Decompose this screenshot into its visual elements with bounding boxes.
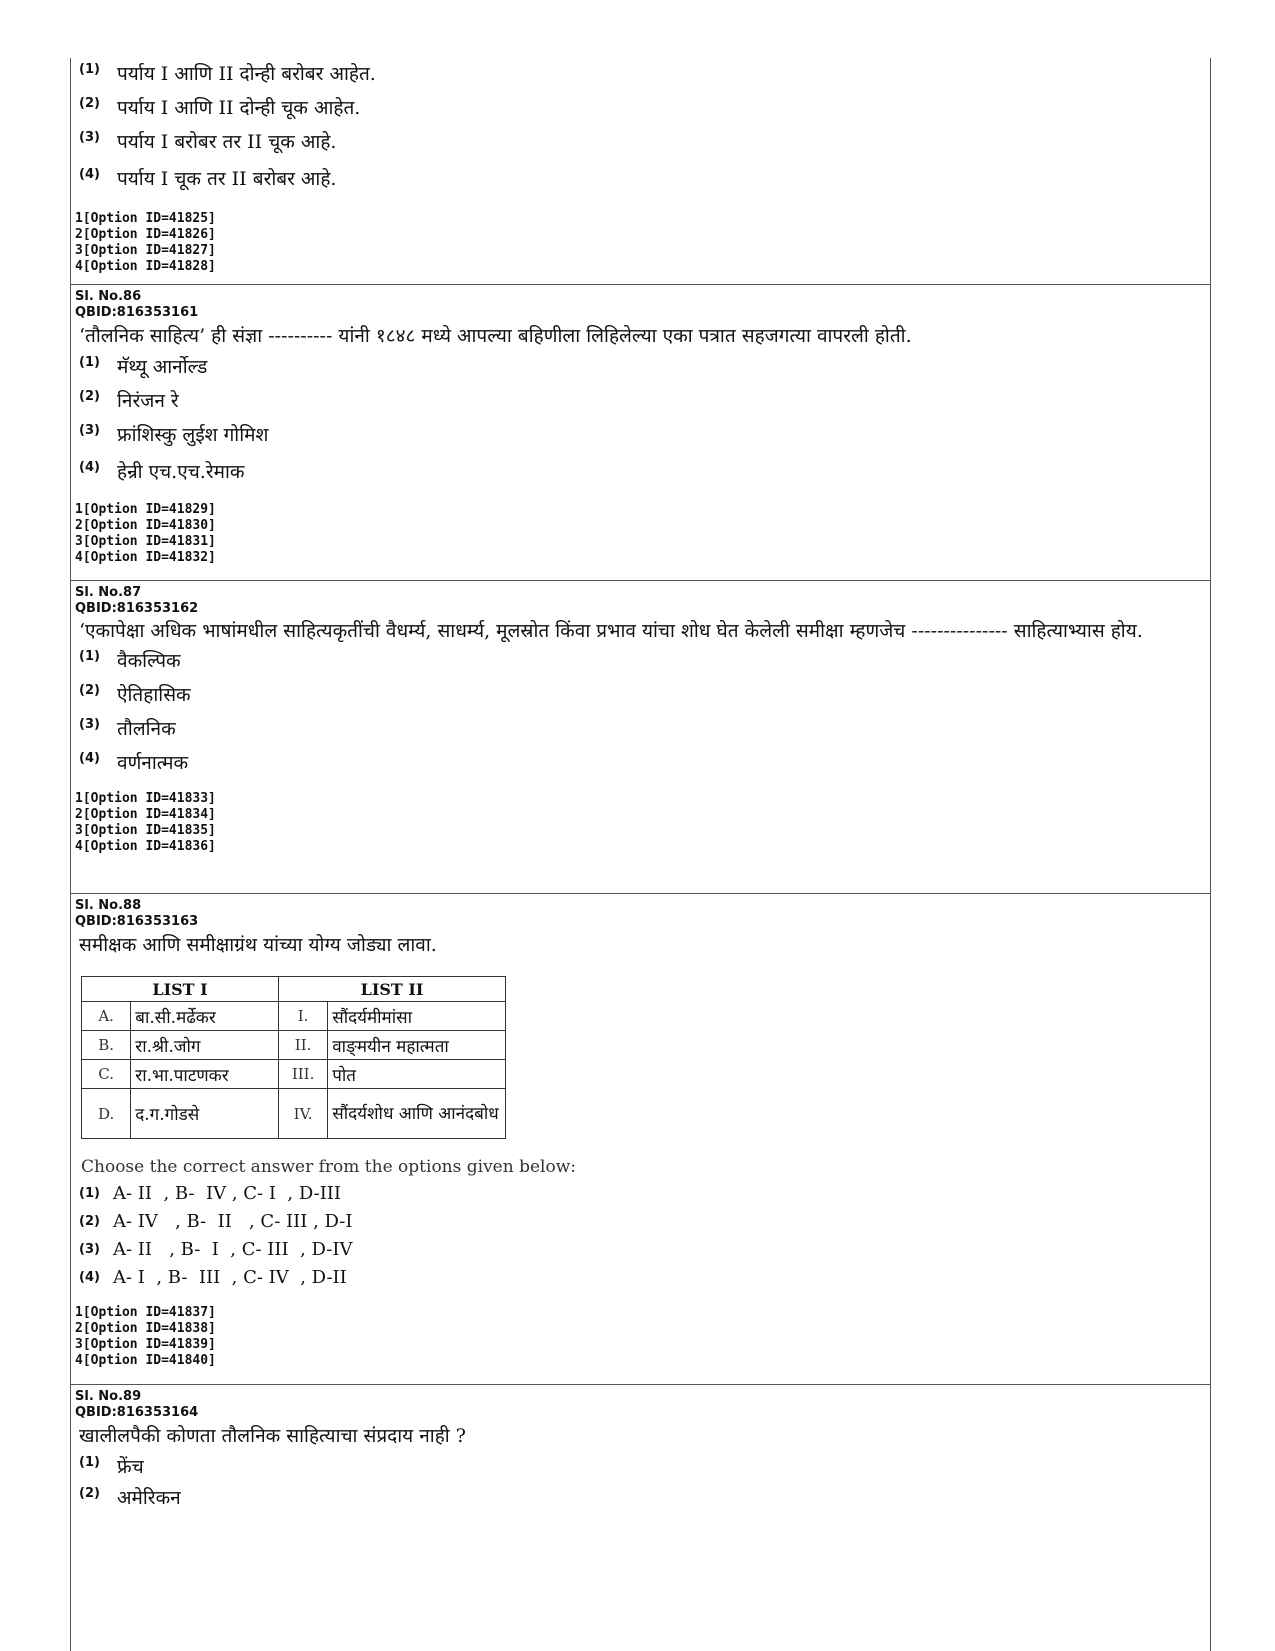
option-text: A- II , B- IV , C- I , D-III (113, 1183, 342, 1204)
option-text: A- IV , B- II , C- III , D-I (113, 1211, 353, 1232)
option-id: 4[Option ID=41840] (75, 1353, 216, 1368)
option-text: पर्याय I आणि II दोन्ही चूक आहेत. (117, 97, 361, 119)
option-number: (4) (79, 751, 100, 766)
option-number: (4) (79, 460, 100, 475)
list-2-key: I. (279, 1002, 328, 1031)
question-89 (71, 1384, 1210, 1516)
instruction-text: Choose the correct answer from the options given below: (81, 1157, 576, 1177)
option-4 (71, 1265, 1210, 1305)
option-id: 2[Option ID=41838] (75, 1321, 216, 1336)
option-2 (71, 385, 1210, 419)
option-number: (4) (79, 167, 100, 182)
option-id: 2[Option ID=41834] (75, 807, 216, 822)
list-2-header: LIST II (279, 977, 506, 1002)
option-1 (71, 351, 1210, 385)
option-2 (71, 92, 1210, 126)
option-number: (1) (79, 649, 100, 664)
table-row (82, 1089, 506, 1139)
option-2 (71, 1482, 1210, 1516)
question-87 (71, 580, 1210, 855)
option-3 (71, 419, 1210, 456)
option-id: 4[Option ID=41828] (75, 259, 216, 274)
list-1-value: रा.भा.पाटणकर (131, 1060, 279, 1089)
list-1-key: B. (82, 1031, 131, 1060)
option-id: 3[Option ID=41835] (75, 823, 216, 838)
list-1-key: D. (82, 1089, 131, 1139)
list-2-key: II. (279, 1031, 328, 1060)
list-2-value: वाङ्‌मयीन महात्मता (328, 1031, 506, 1060)
serial-number: Sl. No.86 (75, 289, 142, 304)
option-4 (71, 747, 1210, 791)
option-number: (3) (79, 130, 100, 145)
option-text: A- II , B- I , C- III , D-IV (113, 1239, 353, 1260)
option-id: 1[Option ID=41833] (75, 791, 216, 806)
list-1-key: A. (82, 1002, 131, 1031)
option-number: (1) (79, 1186, 100, 1201)
option-3 (71, 713, 1210, 747)
option-id: 1[Option ID=41829] (75, 502, 216, 517)
list-2-value: पोत (328, 1060, 506, 1089)
match-table (81, 976, 506, 1139)
option-1 (71, 645, 1210, 679)
question-88 (71, 893, 1210, 1369)
option-number: (2) (79, 683, 100, 698)
serial-number: Sl. No.87 (75, 585, 142, 600)
option-text: मॅथ्यू आर्नोल्ड (117, 356, 208, 378)
option-text: पर्याय I आणि II दोन्ही बरोबर आहेत. (117, 63, 376, 85)
option-number: (1) (79, 1455, 100, 1470)
option-1 (71, 58, 1210, 92)
list-1-value: रा.श्री.जोग (131, 1031, 279, 1060)
option-text: अमेरिकन (117, 1487, 181, 1509)
option-number: (3) (79, 717, 100, 732)
option-text: ऐतिहासिक (117, 684, 191, 706)
list-2-key: IV. (279, 1089, 328, 1139)
option-text: निरंजन रे (117, 390, 179, 412)
option-1 (71, 1181, 1210, 1209)
option-text: तौलनिक (117, 718, 176, 740)
option-id: 2[Option ID=41826] (75, 227, 216, 242)
option-number: (3) (79, 1242, 100, 1257)
option-text: वर्णनात्मक (117, 752, 189, 774)
option-text: पर्याय I चूक तर II बरोबर आहे. (117, 168, 337, 190)
option-2 (71, 1209, 1210, 1237)
option-id: 1[Option ID=41825] (75, 211, 216, 226)
serial-number: Sl. No.89 (75, 1389, 142, 1404)
question-text: समीक्षक आणि समीक्षाग्रंथ यांच्या योग्य जोड्या लावा. (79, 934, 437, 956)
question-85-tail (71, 58, 1210, 275)
serial-number: Sl. No.88 (75, 898, 142, 913)
option-number: (4) (79, 1270, 100, 1285)
list-2-value: सौंदर्यमीमांसा (328, 1002, 506, 1031)
list-1-key: C. (82, 1060, 131, 1089)
option-3 (71, 1237, 1210, 1265)
option-number: (2) (79, 1486, 100, 1501)
qbid: QBID:816353163 (75, 914, 199, 929)
list-2-key: III. (279, 1060, 328, 1089)
table-row (82, 1060, 506, 1089)
list-1-value: बा.सी.मर्ढेकर (131, 1002, 279, 1031)
table-row (82, 1031, 506, 1060)
qbid: QBID:816353162 (75, 601, 199, 616)
option-number: (2) (79, 1214, 100, 1229)
question-text: खालीलपैकी कोणता तौलनिक साहित्याचा संप्रदाय नाही ? (79, 1425, 466, 1447)
table-row (82, 1002, 506, 1031)
list-1-header: LIST I (82, 977, 279, 1002)
option-number: (1) (79, 355, 100, 370)
option-4 (71, 163, 1210, 211)
option-text: वैकल्पिक (117, 650, 181, 672)
option-id: 3[Option ID=41827] (75, 243, 216, 258)
question-paper-page (70, 58, 1211, 1651)
qbid: QBID:816353164 (75, 1405, 199, 1420)
option-number: (2) (79, 96, 100, 111)
option-id: 2[Option ID=41830] (75, 518, 216, 533)
option-id: 4[Option ID=41836] (75, 839, 216, 854)
option-text: हेन्री एच.एच.रेमाक (117, 461, 245, 483)
qbid: QBID:816353161 (75, 305, 199, 320)
option-text: पर्याय I बरोबर तर II चूक आहे. (117, 131, 337, 153)
option-4 (71, 456, 1210, 502)
question-86 (71, 284, 1210, 566)
option-id: 3[Option ID=41831] (75, 534, 216, 549)
option-number: (2) (79, 389, 100, 404)
question-text: ‘तौलनिक साहित्य’ ही संज्ञा ---------- यांनी १८४८ मध्ये आपल्या बहिणीला लिहिलेल्या एका पत्रात सहजगत्या वापरली होती. (79, 325, 912, 347)
option-number: (1) (79, 62, 100, 77)
question-text: ‘एकापेक्षा अधिक भाषांमधील साहित्यकृतींची वैधर्म्य, साधर्म्य, मूलस्रोत किंवा प्रभाव यांचा शोध घेत केलेली समीक्षा म्हणजेच --------------- साहित्याभ्यास होय. (79, 620, 1143, 642)
option-number: (3) (79, 423, 100, 438)
list-1-value: द.ग.गोडसे (131, 1089, 279, 1139)
option-1 (71, 1451, 1210, 1482)
option-3 (71, 126, 1210, 163)
option-id: 4[Option ID=41832] (75, 550, 216, 565)
option-id: 3[Option ID=41839] (75, 1337, 216, 1352)
list-2-value: सौंदर्यशोध आणि आनंदबोध (328, 1089, 506, 1139)
option-text: फ्रांशिस्कु लुईश गोमिश (117, 424, 269, 446)
option-2 (71, 679, 1210, 713)
option-id: 1[Option ID=41837] (75, 1305, 216, 1320)
option-text: A- I , B- III , C- IV , D-II (113, 1267, 347, 1288)
option-text: फ्रेंच (117, 1456, 144, 1478)
